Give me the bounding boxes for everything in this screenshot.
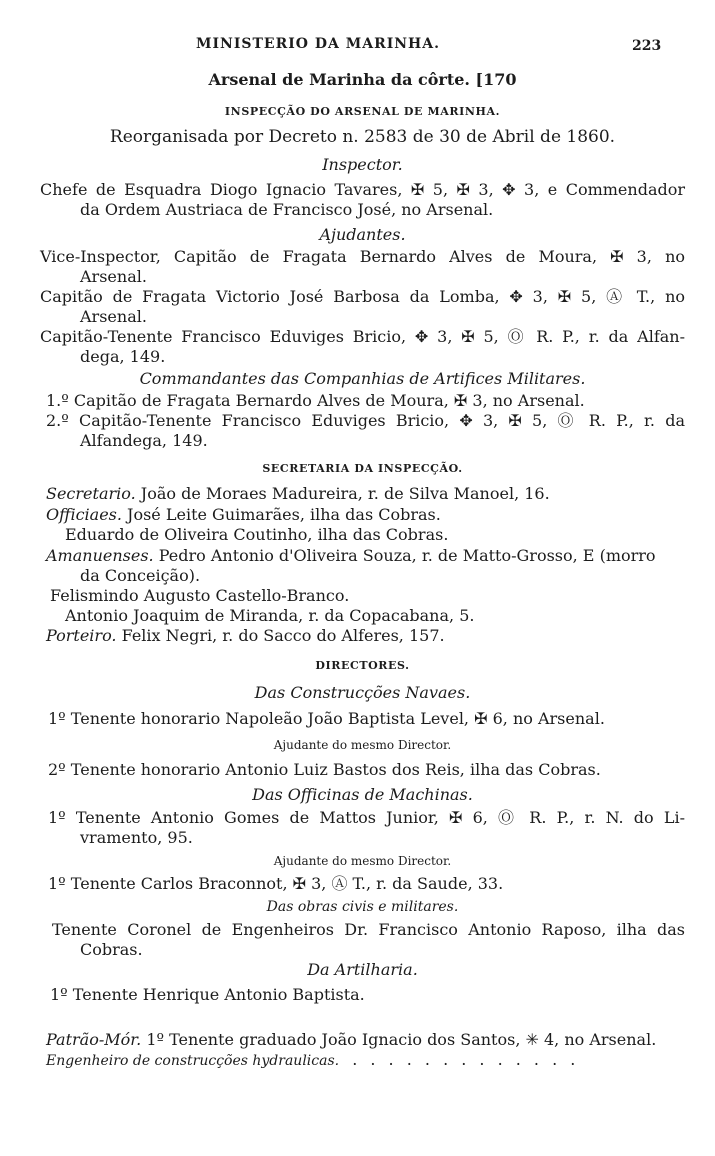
patrao-mor-label: Patrão-Mór. xyxy=(46,1030,142,1049)
obras-director-line-1: Tenente Coronel de Engenheiros Dr. Francisco Antonio Raposo, ilha das xyxy=(52,920,685,939)
commandante-2-line-1: 2.º Capitão-Tenente Francisco Eduviges Bricio, ✥ 3, ✠ 5, Ⓞ R. P., r. da xyxy=(46,411,685,430)
ajudante-1-line-2: Arsenal. xyxy=(80,267,147,286)
running-header-title: MINISTERIO DA MARINHA. xyxy=(196,36,441,52)
construccoes-ajudante: 2º Tenente honorario Antonio Luiz Bastos dos Reis, ilha das Cobras. xyxy=(48,760,601,779)
patrao-mor-text: 1º Tenente graduado João Ignacio dos Santos, ✳ 4, no Arsenal. xyxy=(146,1030,657,1049)
section-title: Arsenal de Marinha da côrte. [170 xyxy=(208,70,517,89)
inspector-line-2: da Ordem Austriaca de Francisco José, no Arsenal. xyxy=(80,200,494,219)
artilharia-heading: Da Artilharia. xyxy=(307,960,418,979)
directores-heading: DIRECTORES. xyxy=(315,659,410,672)
officinas-director-line-2: vramento, 95. xyxy=(80,828,193,847)
artilharia-director: 1º Tenente Henrique Antonio Baptista. xyxy=(50,985,365,1004)
ajudante-2-line-1: Capitão de Fragata Victorio José Barbosa da Lomba, ✥ 3, ✠ 5, Ⓐ T., no xyxy=(40,287,685,306)
commandante-1: 1.º Capitão de Fragata Bernardo Alves de Moura, ✠ 3, no Arsenal. xyxy=(46,391,585,410)
amanuenses-text: Pedro Antonio d'Oliveira Souza, r. de Matto-Grosso, E (morro xyxy=(158,546,656,565)
officiaes-text: José Leite Guimarães, ilha das Cobras. xyxy=(127,505,441,524)
officiaes-line-2: Eduardo de Oliveira Coutinho, ilha das Cobras. xyxy=(65,525,449,544)
decree-line: Reorganisada por Decreto n. 2583 de 30 de Abril de 1860. xyxy=(109,127,616,147)
secretario-line xyxy=(46,484,685,504)
secretaria-heading: SECRETARIA DA INSPECÇÃO. xyxy=(262,462,463,475)
commandante-2-line-2: Alfandega, 149. xyxy=(80,431,208,450)
ajudante-director-heading-2: Ajudante do mesmo Director. xyxy=(273,854,452,868)
officiaes-line xyxy=(46,505,685,525)
construccoes-heading: Das Construcções Navaes. xyxy=(254,683,471,702)
secretario-text: João de Moraes Madureira, r. de Silva Manoel, 16. xyxy=(140,484,550,503)
inspector-line-1: Chefe de Esquadra Diogo Ignacio Tavares, ✠ 5, ✠ 3, ✥ 3, e Commendador xyxy=(40,180,685,199)
engenheiro-line xyxy=(46,1050,685,1071)
amanuenses-label: Amanuenses. xyxy=(46,546,154,565)
porteiro-line xyxy=(46,626,685,646)
construccoes-director: 1º Tenente honorario Napoleão João Baptista Level, ✠ 6, no Arsenal. xyxy=(48,709,605,728)
officinas-heading: Das Officinas de Machinas. xyxy=(252,785,473,804)
engenheiro-label: Engenheiro de construcções hydraulicas. xyxy=(46,1053,340,1069)
officinas-ajudante: 1º Tenente Carlos Braconnot, ✠ 3, Ⓐ T., r. da Saude, 33. xyxy=(48,874,504,893)
porteiro-label: Porteiro. xyxy=(46,626,117,645)
engenheiro-leader-dots: . . . . . . . . . . . . . xyxy=(352,1050,580,1069)
patrao-mor-line xyxy=(46,1030,685,1050)
officiaes-label: Officiaes. xyxy=(46,505,122,524)
page-number: 223 xyxy=(632,38,662,54)
obras-director-line-2: Cobras. xyxy=(80,940,143,959)
ajudante-1-line-1: Vice-Inspector, Capitão de Fragata Bernardo Alves de Moura, ✠ 3, no xyxy=(40,247,685,266)
commandantes-heading: Commandantes das Companhias de Artifices Militares. xyxy=(139,369,586,388)
officinas-director-line-1: 1º Tenente Antonio Gomes de Mattos Junior, ✠ 6, Ⓞ R. P., r. N. do Li- xyxy=(48,808,685,827)
section-subtitle: INSPECÇÃO DO ARSENAL DE MARINHA. xyxy=(224,105,501,118)
ajudantes-heading: Ajudantes. xyxy=(319,225,406,244)
amanuenses-line-2: da Conceição). xyxy=(80,566,201,585)
ajudante-director-heading-1: Ajudante do mesmo Director. xyxy=(273,738,452,752)
obras-heading: Das obras civis e militares. xyxy=(266,899,459,915)
porteiro-text: Felix Negri, r. do Sacco do Alferes, 157. xyxy=(121,626,445,645)
inspector-heading: Inspector. xyxy=(322,155,403,174)
amanuenses-line-4: Antonio Joaquim de Miranda, r. da Copacabana, 5. xyxy=(65,606,475,625)
ajudante-3-line-2: dega, 149. xyxy=(80,347,166,366)
secretario-label: Secretario. xyxy=(46,484,136,503)
ajudante-2-line-2: Arsenal. xyxy=(80,307,147,326)
amanuenses-line xyxy=(46,546,685,566)
amanuenses-line-3: Felismindo Augusto Castello-Branco. xyxy=(50,586,350,605)
ajudante-3-line-1: Capitão-Tenente Francisco Eduviges Bricio, ✥ 3, ✠ 5, Ⓞ R. P., r. da Alfan- xyxy=(40,327,685,346)
